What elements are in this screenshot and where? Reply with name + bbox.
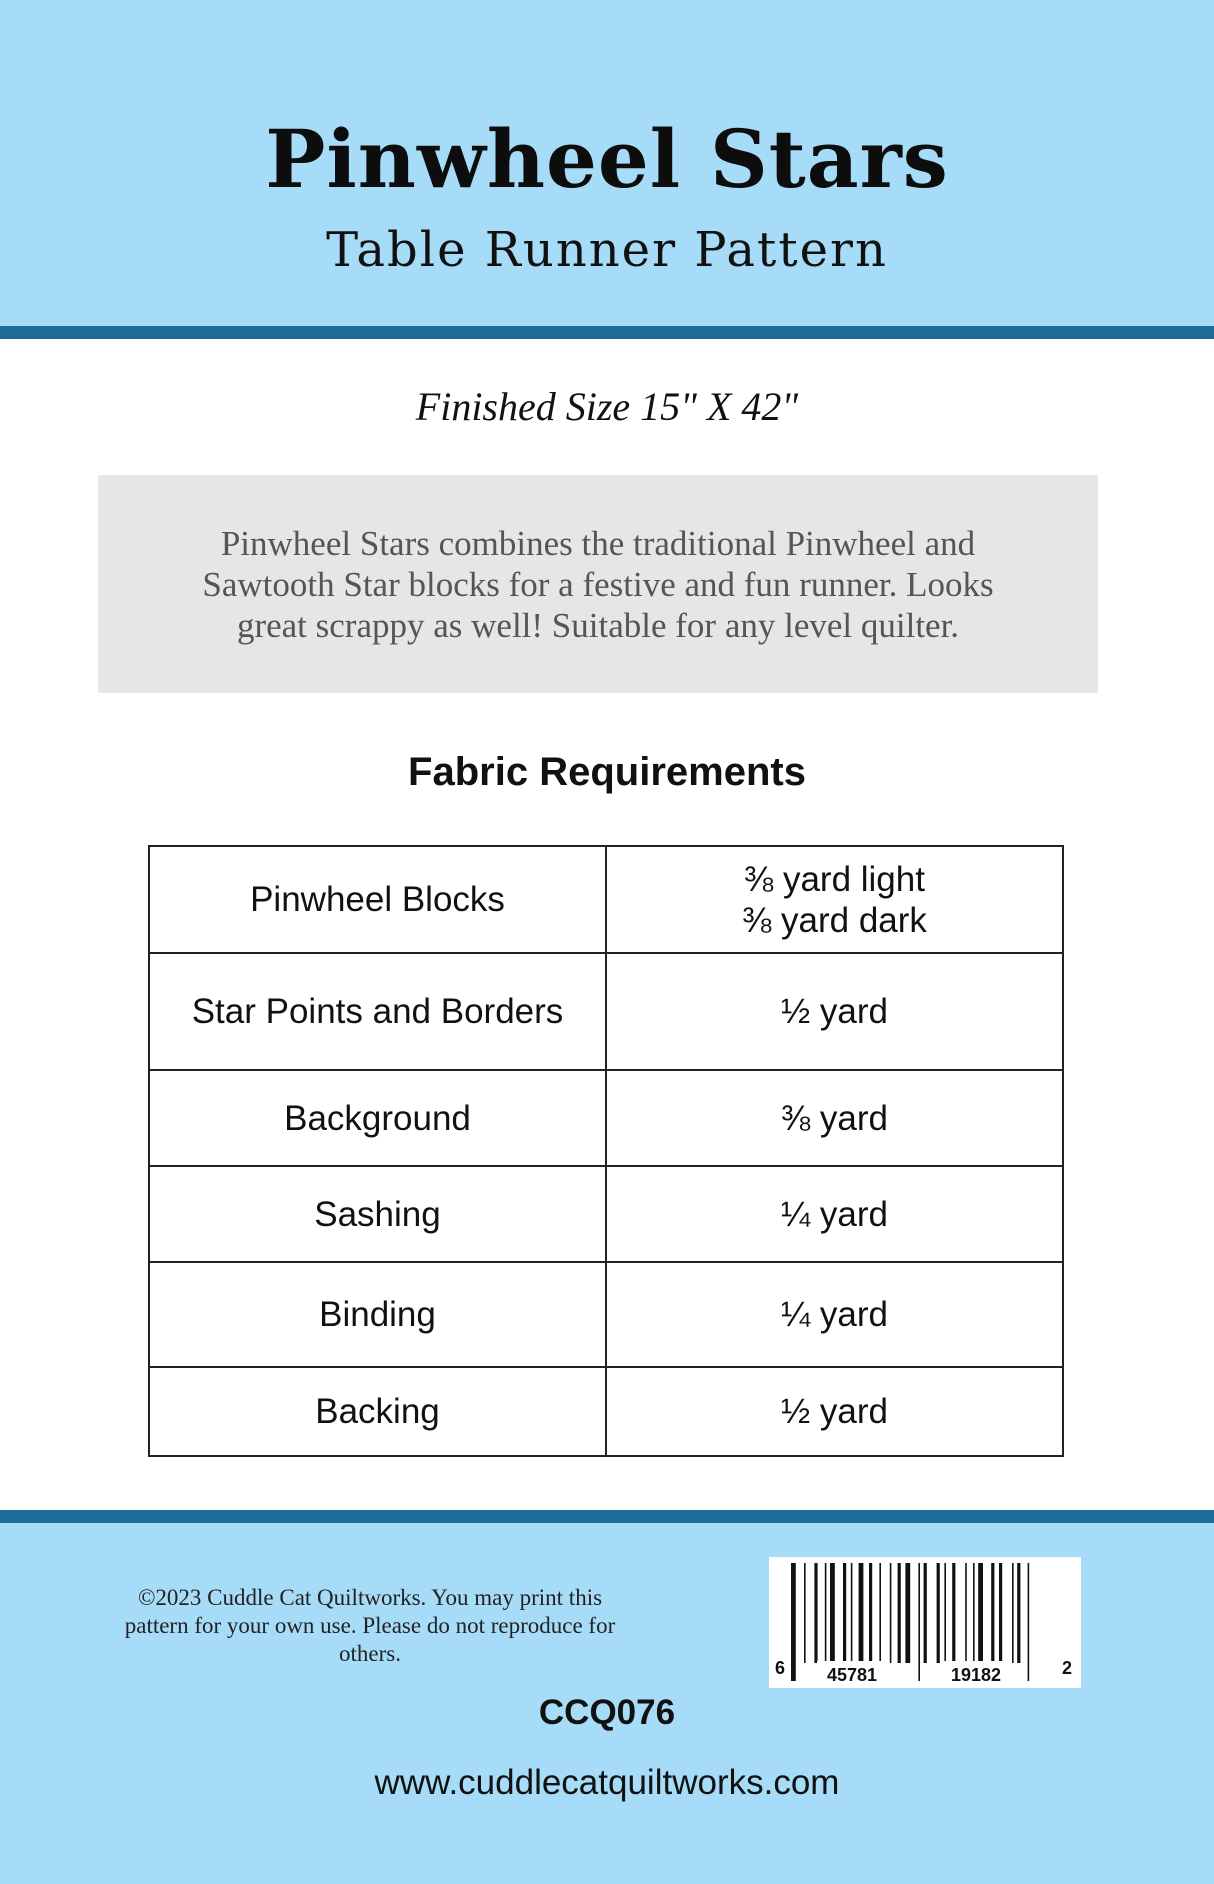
description-text: Pinwheel Stars combines the traditional Pinwheel and Sawtooth Star blocks for a festive and fun runner. Looks great scrappy as well! Suitable for any level quilter. — [202, 523, 994, 645]
barcode-bar — [869, 1563, 872, 1663]
barcode-group-1: 45781 — [826, 1665, 878, 1685]
table-row — [149, 1262, 1063, 1367]
fabric-amount — [606, 846, 1063, 953]
barcode-bar — [830, 1563, 835, 1663]
fabric-amount: ¼ yard — [606, 1166, 1063, 1262]
barcode-bar — [890, 1563, 892, 1663]
barcode-bar — [999, 1563, 1002, 1663]
barcode-bar — [905, 1563, 910, 1663]
table-row — [149, 1367, 1063, 1456]
barcode-bar — [851, 1563, 853, 1663]
barcode-digit-right: 2 — [1062, 1658, 1073, 1678]
fabric-amount-line: ⅜ yard light — [744, 859, 925, 899]
page-title: Pinwheel Stars — [265, 112, 949, 206]
barcode-graphic — [769, 1557, 1081, 1688]
copyright-line: ©2023 Cuddle Cat Quiltworks. You may print this — [137, 1585, 603, 1610]
barcode-bar — [991, 1563, 994, 1663]
barcode-bar — [898, 1563, 901, 1663]
page-subtitle: Table Runner Pattern — [326, 222, 888, 278]
barcode-bar — [1012, 1563, 1014, 1663]
barcode — [769, 1557, 1081, 1688]
barcode-bar — [944, 1563, 946, 1663]
barcode-bar — [952, 1563, 955, 1663]
table-row — [149, 1070, 1063, 1166]
fabric-amount: ½ yard — [606, 953, 1063, 1070]
fabric-item: Background — [149, 1070, 606, 1166]
barcode-bar — [791, 1563, 796, 1681]
barcode-bar — [859, 1563, 864, 1663]
description-box — [98, 475, 1098, 693]
fabric-requirements-heading: Fabric Requirements — [408, 750, 806, 794]
fabric-item: Backing — [149, 1367, 606, 1456]
finished-size: Finished Size 15" X 42" — [415, 384, 799, 429]
barcode-digit-left: 6 — [775, 1658, 786, 1678]
barcode-bar — [978, 1563, 983, 1663]
barcode-bar — [879, 1563, 881, 1663]
fabric-requirements-table — [148, 845, 1064, 1457]
table-row — [149, 846, 1063, 953]
barcode-bar — [825, 1563, 827, 1663]
copyright-notice — [100, 1584, 640, 1668]
barcode-bar — [924, 1563, 927, 1663]
barcode-bar — [965, 1563, 967, 1663]
fabric-amount: ½ yard — [606, 1367, 1063, 1456]
barcode-bar — [843, 1563, 846, 1663]
barcode-bar — [804, 1563, 806, 1663]
table-row — [149, 953, 1063, 1070]
fabric-amount-line: ⅜ yard dark — [742, 900, 927, 940]
fabric-item: Binding — [149, 1262, 606, 1367]
fabric-item: Sashing — [149, 1166, 606, 1262]
barcode-bar — [1028, 1563, 1030, 1681]
fabric-amount: ⅜ yard — [606, 1070, 1063, 1166]
fabric-amount: ¼ yard — [606, 1262, 1063, 1367]
barcode-bar — [1017, 1563, 1020, 1663]
fabric-item: Star Points and Borders — [149, 953, 606, 1070]
fabric-item: Pinwheel Blocks — [149, 846, 606, 953]
barcode-bar — [973, 1563, 975, 1663]
footer-divider — [0, 1510, 1214, 1523]
copyright-line: pattern for your own use. Please do not reproduce for others. — [124, 1613, 616, 1666]
barcode-bar — [937, 1563, 940, 1663]
website-link[interactable]: www.cuddlecatquiltworks.com — [374, 1763, 840, 1802]
header-divider — [0, 326, 1214, 339]
barcode-bar — [814, 1563, 817, 1663]
table-row — [149, 1166, 1063, 1262]
product-code: CCQ076 — [538, 1693, 676, 1732]
barcode-bar — [918, 1563, 920, 1681]
barcode-group-2: 19182 — [950, 1665, 1002, 1685]
